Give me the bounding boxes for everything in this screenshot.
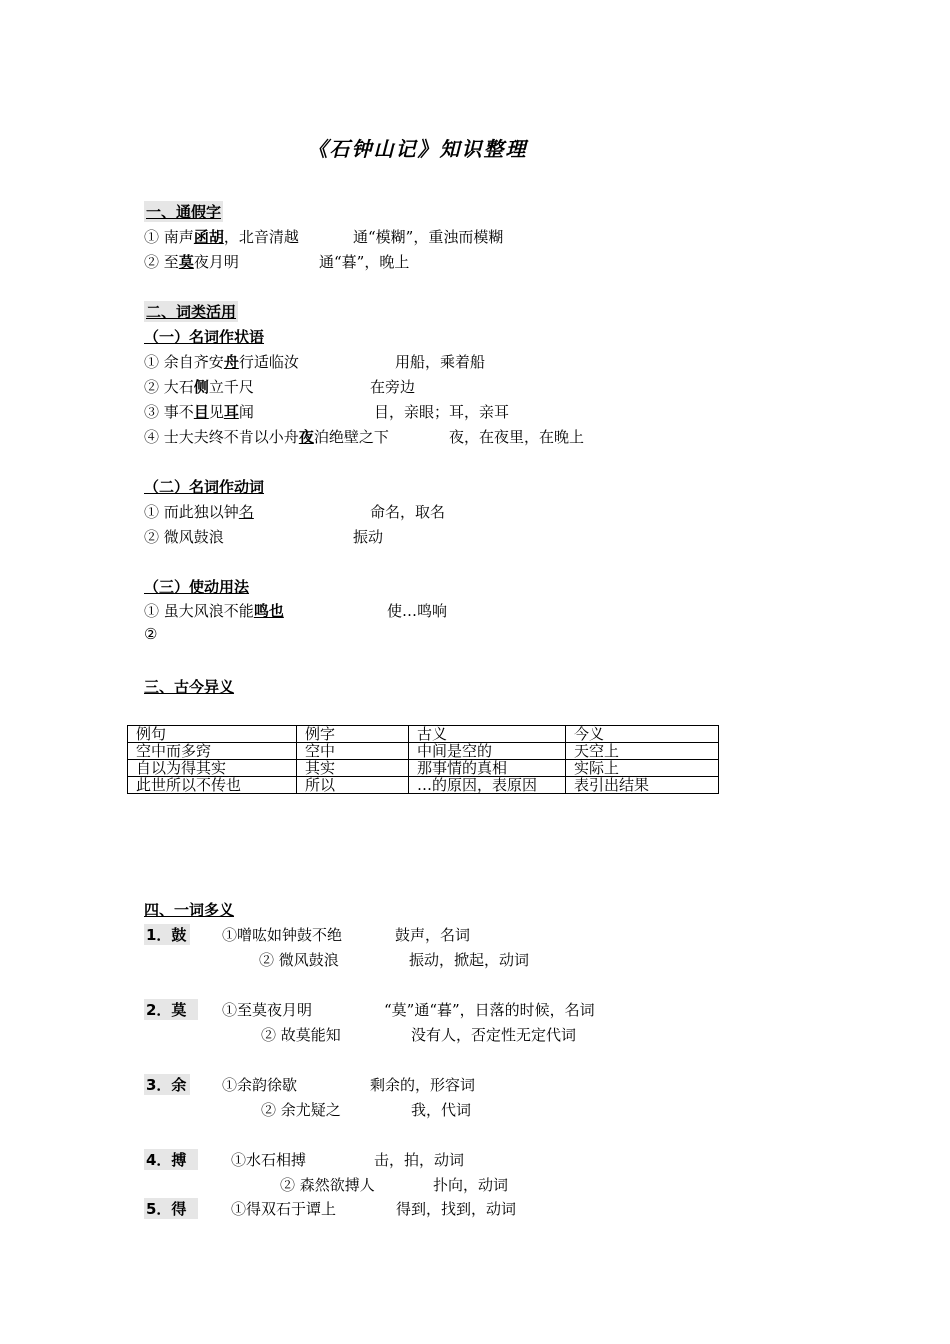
example-line bbox=[144, 501, 254, 522]
item-number: ① bbox=[144, 503, 160, 521]
example-line bbox=[144, 625, 157, 643]
table-header: 今义 bbox=[566, 726, 719, 743]
table-cell: 此世所以不传也 bbox=[128, 777, 297, 794]
sense-example: ①至莫夜月明 bbox=[222, 1001, 313, 1019]
example-text: 而此独以钟 bbox=[163, 503, 239, 521]
translation: 目，亲眼；耳，亲耳 bbox=[374, 403, 510, 421]
table-cell: 所以 bbox=[297, 777, 409, 794]
table-header-row bbox=[128, 726, 719, 743]
example-line bbox=[144, 526, 224, 547]
key-word: 名 bbox=[238, 503, 254, 521]
translation: 通“模糊”，重浊而模糊 bbox=[353, 228, 504, 246]
sense-example: ①水石相搏 bbox=[231, 1151, 307, 1169]
item-number: ② bbox=[144, 253, 160, 271]
translation: 夜，在夜里，在晚上 bbox=[449, 428, 585, 446]
sense-translation: “莫”通“暮”，日落的时候，名词 bbox=[384, 1001, 595, 1019]
table-cell: 中间是空的 bbox=[409, 743, 566, 760]
sense-translation: 没有人，否定性无定代词 bbox=[411, 1026, 577, 1044]
translation: 在旁边 bbox=[370, 378, 416, 396]
item-number: ② bbox=[144, 528, 160, 546]
sense-example: ② 余尤疑之 bbox=[261, 1101, 341, 1119]
key-word: 函胡 bbox=[193, 228, 224, 246]
example-line bbox=[144, 226, 299, 247]
gujinyiyi-table bbox=[127, 725, 719, 794]
page-title: 《石钟山记》知识整理 bbox=[307, 137, 528, 161]
example-text: 南声 bbox=[163, 228, 194, 246]
example-text: 大石 bbox=[163, 378, 194, 396]
example-text: 泊绝壁之下 bbox=[313, 428, 389, 446]
key-word: 莫 bbox=[178, 253, 194, 271]
sense-example: ①余韵徐歇 bbox=[222, 1076, 298, 1094]
example-text: 余自齐安 bbox=[163, 353, 224, 371]
translation: 使…鸣响 bbox=[387, 602, 448, 620]
table-cell: 自以为得其实 bbox=[128, 760, 297, 777]
sense-translation: 击，拍，动词 bbox=[374, 1151, 465, 1169]
item-number: ④ bbox=[144, 428, 160, 446]
example-line bbox=[144, 251, 239, 272]
item-number: ① bbox=[144, 353, 160, 371]
table-row bbox=[128, 777, 719, 794]
subsection-heading: （一）名词作状语 bbox=[144, 328, 265, 346]
table-cell: …的原因，表原因 bbox=[409, 777, 566, 794]
sense-example: ①噌吰如钟鼓不绝 bbox=[222, 926, 343, 944]
translation: 振动 bbox=[353, 528, 384, 546]
example-text: 士大夫终不肯以小舟 bbox=[163, 428, 299, 446]
section-heading-tongjiazi: 一、通假字 bbox=[146, 203, 222, 221]
example-text: 事不 bbox=[163, 403, 194, 421]
example-text: ，北音清越 bbox=[223, 228, 299, 246]
subsection-heading: （二）名词作动词 bbox=[144, 478, 265, 496]
key-word: 耳 bbox=[223, 403, 239, 421]
sense-translation: 振动，掀起，动词 bbox=[409, 951, 530, 969]
example-line bbox=[144, 401, 254, 422]
section-heading-cileihuoyong: 二、词类活用 bbox=[146, 303, 237, 321]
example-line bbox=[144, 376, 254, 397]
table-header: 例字 bbox=[297, 726, 409, 743]
translation: 命名，取名 bbox=[370, 503, 446, 521]
polysemy-word-label: 2．莫 bbox=[144, 999, 198, 1020]
sense-example: ② 故莫能知 bbox=[261, 1026, 341, 1044]
sense-translation: 鼓声，名词 bbox=[395, 926, 471, 944]
section-heading-gujinyiyi: 三、古今异义 bbox=[144, 678, 235, 696]
example-line bbox=[144, 351, 299, 372]
sense-example: ② 森然欲搏人 bbox=[280, 1176, 375, 1194]
key-word: 夜 bbox=[298, 428, 314, 446]
table-cell: 表引出结果 bbox=[566, 777, 719, 794]
section-heading-yiciduoyi: 四、一词多义 bbox=[144, 901, 235, 919]
example-text: 闻 bbox=[238, 403, 254, 421]
sense-translation: 剩余的，形容词 bbox=[370, 1076, 476, 1094]
table-row bbox=[128, 760, 719, 777]
table-cell: 其实 bbox=[297, 760, 409, 777]
sense-translation: 得到，找到，动词 bbox=[396, 1200, 517, 1218]
table-cell: 实际上 bbox=[566, 760, 719, 777]
table-header: 古义 bbox=[409, 726, 566, 743]
table-cell: 空中 bbox=[297, 743, 409, 760]
key-word: 侧 bbox=[193, 378, 209, 396]
item-number: ① bbox=[144, 602, 160, 620]
table-row bbox=[128, 743, 719, 760]
example-text: 行适临汝 bbox=[238, 353, 299, 371]
table-header: 例句 bbox=[128, 726, 297, 743]
sense-translation: 扑向，动词 bbox=[433, 1176, 509, 1194]
example-line bbox=[144, 600, 284, 621]
polysemy-word-label: 4．搏 bbox=[144, 1149, 198, 1170]
polysemy-word-label: 5．得 bbox=[144, 1198, 198, 1219]
item-number: ③ bbox=[144, 403, 160, 421]
polysemy-word-label: 3．余 bbox=[144, 1074, 190, 1095]
example-text: 虽大风浪不能 bbox=[163, 602, 254, 620]
sense-example: ①得双石于谭上 bbox=[231, 1200, 337, 1218]
subsection-heading: （三）使动用法 bbox=[144, 578, 250, 596]
example-text: 微风鼓浪 bbox=[163, 528, 224, 546]
item-number: ② bbox=[144, 625, 158, 643]
example-line bbox=[144, 426, 389, 447]
table-cell: 空中而多窍 bbox=[128, 743, 297, 760]
polysemy-word-label: 1．鼓 bbox=[144, 924, 190, 945]
example-text: 立千尺 bbox=[208, 378, 254, 396]
key-word: 舟 bbox=[223, 353, 239, 371]
table-cell: 天空上 bbox=[566, 743, 719, 760]
sense-translation: 我，代词 bbox=[411, 1101, 472, 1119]
translation: 通“暮”，晚上 bbox=[319, 253, 410, 271]
item-number: ② bbox=[144, 378, 160, 396]
example-text: 见 bbox=[208, 403, 224, 421]
translation: 用船，乘着船 bbox=[395, 353, 486, 371]
key-word: 鸣也 bbox=[253, 602, 284, 620]
item-number: ① bbox=[144, 228, 160, 246]
key-word: 目 bbox=[193, 403, 209, 421]
table-cell: 那事情的真相 bbox=[409, 760, 566, 777]
example-text: 至 bbox=[163, 253, 179, 271]
example-text: 夜月明 bbox=[193, 253, 239, 271]
sense-example: ② 微风鼓浪 bbox=[259, 951, 339, 969]
